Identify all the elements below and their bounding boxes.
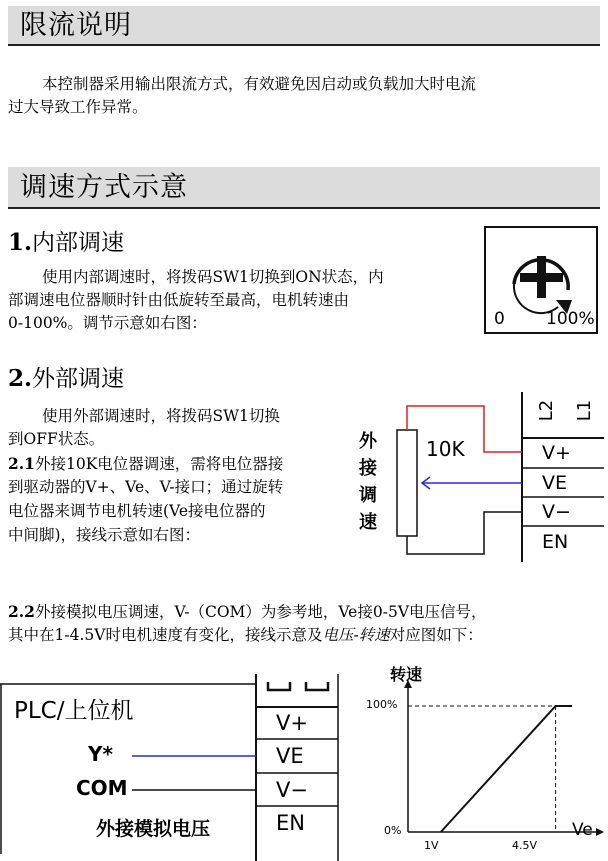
pot-side-char: 速 bbox=[359, 512, 377, 533]
y-label: Y* bbox=[88, 742, 113, 766]
sub1-line-1 bbox=[8, 452, 283, 476]
terminal-en: EN bbox=[542, 531, 569, 553]
com-label: COM bbox=[76, 776, 128, 800]
sub2-num: 2.2 bbox=[8, 602, 35, 621]
internal-line-2: 部调速电位器顺时针由低旋转至最高，电机转速由 bbox=[8, 291, 350, 309]
internal-heading-num: 1. bbox=[8, 229, 33, 256]
ext-voltage-label: 外接模拟电压 bbox=[96, 818, 211, 840]
sub1-line-2: 到驱动器的V+、Ve、V-接口；通过旋转 bbox=[8, 478, 284, 496]
section-title-speed-control: 调速方式示意 bbox=[8, 167, 600, 209]
plc-label: PLC/上位机 bbox=[14, 698, 134, 724]
chart-x-axis-arrow bbox=[596, 828, 604, 836]
terminal-vminus: V− bbox=[542, 501, 571, 523]
voltage-speed-chart bbox=[360, 660, 605, 860]
pot-side-label bbox=[359, 428, 381, 536]
chart-x-tick-4v5: 4.5V bbox=[512, 839, 538, 852]
terminal-ve: VE bbox=[542, 472, 568, 494]
external-heading-text: 外部调速 bbox=[32, 366, 125, 392]
sub1-line-4: 中间脚)，接线示意如右图： bbox=[8, 526, 201, 544]
sub2-line-2-a: 其中在1-4.5V时电机速度有变化，接线示意及 bbox=[8, 626, 323, 644]
section-title-current-limit: 限流说明 bbox=[8, 6, 600, 46]
sub1-line-3: 电位器来调节电机转速(Ve接电位器的 bbox=[8, 502, 266, 520]
internal-line-1: 使用内部调速时，将拨码SW1切换到ON状态，内 bbox=[42, 268, 384, 286]
plc-wiring-diagram bbox=[0, 674, 345, 861]
knob-min-label: 0 bbox=[494, 309, 505, 329]
internal-heading bbox=[8, 224, 124, 257]
external-line-2: 到OFF状态。 bbox=[8, 430, 105, 448]
plc-terminal-vplus: V+ bbox=[276, 711, 308, 735]
chart-series-line bbox=[441, 706, 572, 832]
header-label-l1: L1 bbox=[574, 399, 596, 422]
current-limit-line-2: 过大导致工作异常。 bbox=[8, 98, 148, 116]
sub1-num: 2.1 bbox=[8, 454, 35, 473]
external-heading bbox=[8, 360, 124, 393]
external-line-1: 使用外部调速时，将拨码SW1切换 bbox=[42, 407, 280, 425]
plc-terminal-en: EN bbox=[276, 811, 305, 835]
internal-heading-text: 内部调速 bbox=[32, 230, 125, 256]
internal-line-3: 0-100%。调节示意如右图： bbox=[8, 314, 207, 332]
chart-x-axis-label: Ve bbox=[572, 820, 593, 840]
plc-terminal-ve: VE bbox=[276, 744, 304, 768]
knob-diagram bbox=[484, 226, 598, 334]
chart-x-tick-1v: 1V bbox=[424, 839, 439, 852]
resistor-label: 10K bbox=[426, 437, 465, 461]
chart-y-tick-0: 0% bbox=[384, 824, 402, 837]
pot-side-char: 外 bbox=[359, 431, 377, 452]
sub2-line-2-italic: 电压-转速 bbox=[322, 626, 390, 644]
pot-side-char: 接 bbox=[359, 458, 377, 479]
sub2-line-1-text: 外接模拟电压调速，V-（COM）为参考地，Ve接0-5V电压信号， bbox=[34, 603, 487, 621]
pot-side-char: 调 bbox=[359, 485, 377, 506]
current-limit-line-1: 本控制器采用输出限流方式，有效避免因启动或负载加大时电流 bbox=[42, 75, 477, 93]
sub2-line-2-c: 对应图如下： bbox=[389, 626, 483, 644]
sub2-line-2 bbox=[8, 624, 483, 647]
header-label-l2: L2 bbox=[536, 399, 558, 422]
sub2-line-1 bbox=[8, 600, 487, 624]
pot-wiring-diagram bbox=[350, 392, 604, 562]
knob-max-label: 100% bbox=[546, 309, 595, 329]
chart-y-axis-label: 转速 bbox=[390, 665, 423, 684]
plc-terminal-vminus: V− bbox=[276, 778, 308, 802]
sub1-line-1-text: 外接10K电位器调速，需将电位器接 bbox=[34, 455, 284, 473]
terminal-vplus: V+ bbox=[542, 442, 571, 464]
chart-y-tick-100: 100% bbox=[366, 698, 398, 711]
external-heading-num: 2. bbox=[8, 365, 33, 392]
